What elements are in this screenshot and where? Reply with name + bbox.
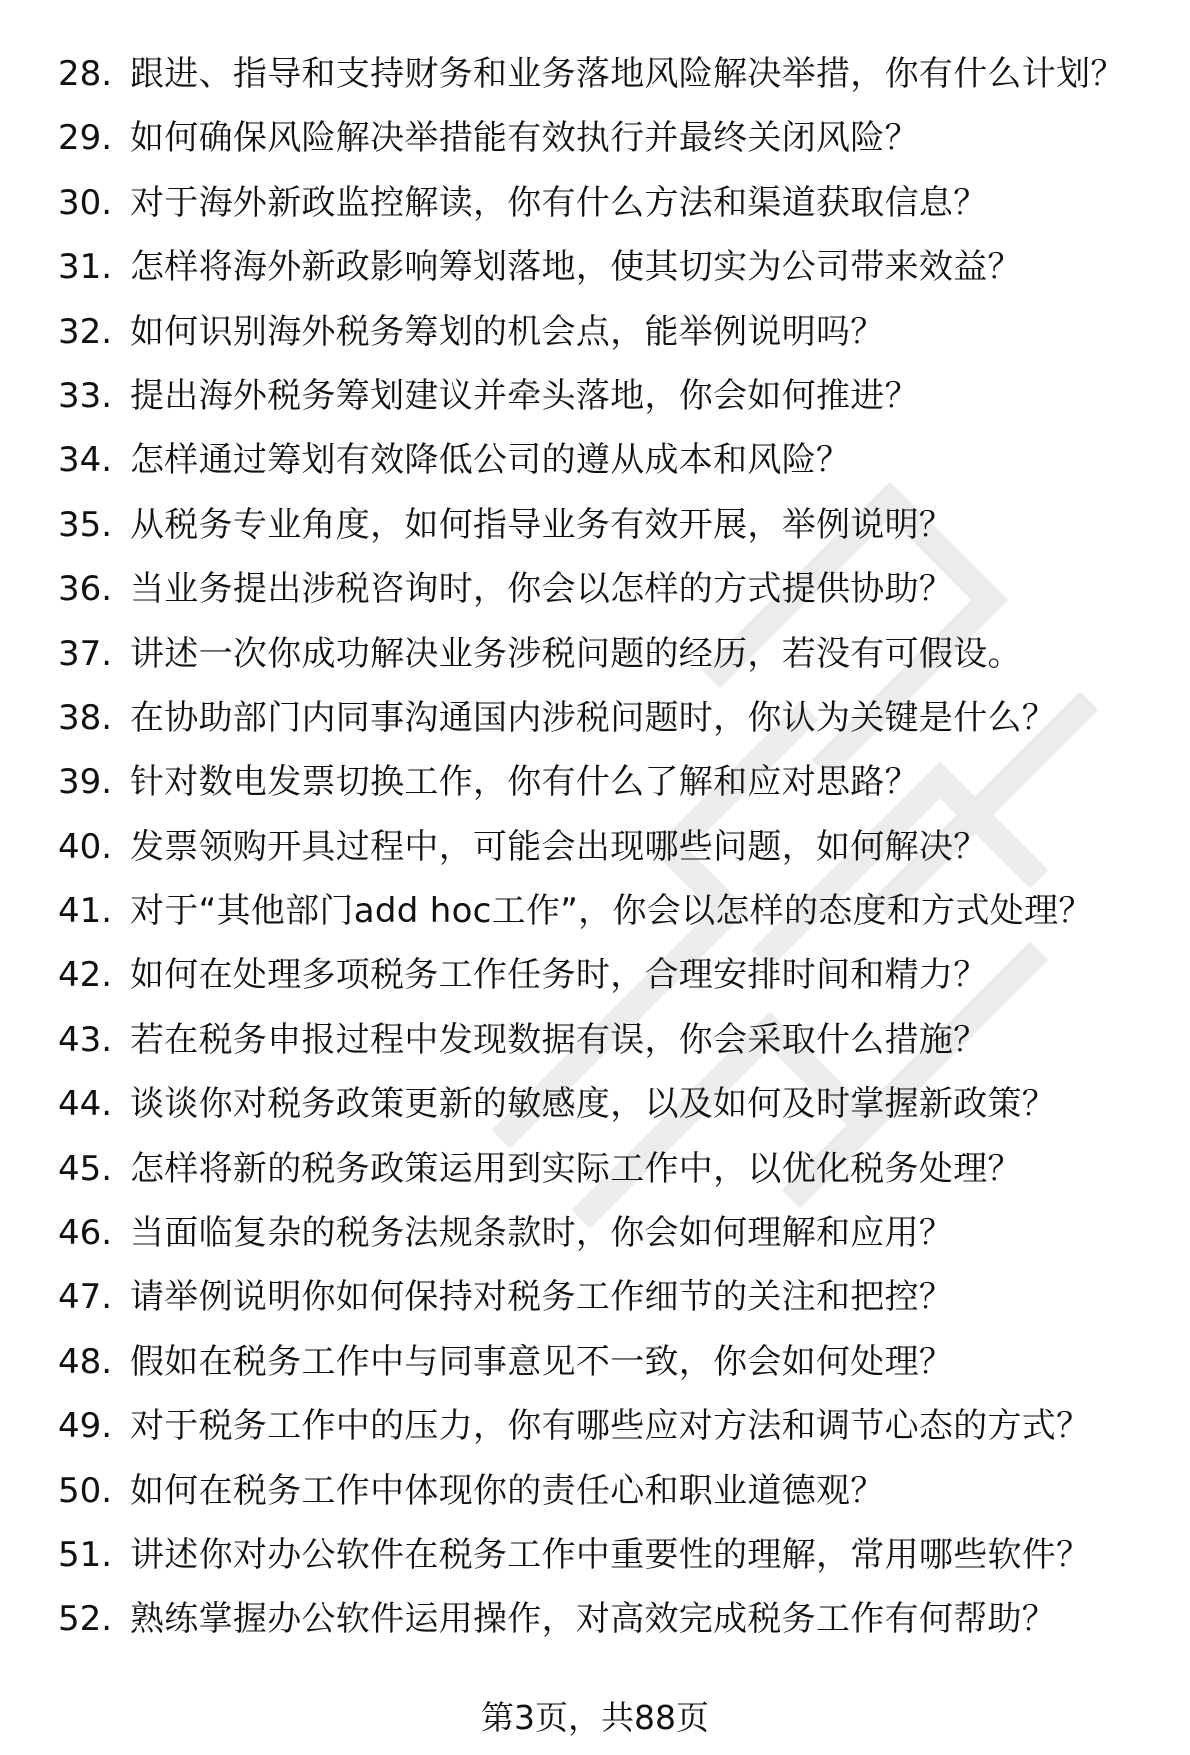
question-text: 怎样将新的税务政策运用到实际工作中，以优化税务处理？ [130,1148,1022,1189]
question-text: 怎样将海外新政影响筹划落地，使其切实为公司带来效益？ [130,247,1022,288]
question-item [58,374,1143,418]
question-number: 41. [58,891,113,932]
question-item [58,181,1143,225]
question-text: 从税务专业角度，如何指导业务有效开展，举例说明？ [130,504,954,545]
question-item [58,1082,1143,1126]
question-number: 51. [58,1534,113,1575]
question-number: 44. [58,1084,113,1125]
question-text: 谈谈你对税务政策更新的敏感度，以及如何及时掌握新政策？ [130,1084,1057,1125]
question-text: 如何在处理多项税务工作任务时，合理安排时间和精力？ [130,955,988,996]
question-item [58,889,1143,933]
question-number: 29. [58,118,113,159]
question-number: 33. [58,375,113,416]
question-text: 讲述你对办公软件在税务工作中重要性的理解，常用哪些软件？ [130,1534,1091,1575]
question-item [58,1147,1143,1191]
question-number: 28. [58,54,113,94]
question-text: 如何识别海外税务筹划的机会点，能举例说明吗？ [130,311,885,352]
question-item [58,52,1143,96]
question-text: 针对数电发票切换工作，你有什么了解和应对思路？ [130,762,919,803]
question-number: 42. [58,955,113,996]
question-text: 对于税务工作中的压力，你有哪些应对方法和调节心态的方式？ [130,1406,1091,1447]
question-number: 32. [58,311,113,352]
question-text: 熟练掌握办公软件运用操作，对高效完成税务工作有何帮助？ [130,1599,1057,1640]
question-number: 34. [58,440,113,481]
question-item [58,116,1143,160]
question-number: 45. [58,1148,113,1189]
question-text: 怎样通过筹划有效降低公司的遵从成本和风险？ [130,440,851,481]
question-number: 30. [58,182,113,223]
question-item [58,760,1143,804]
question-item [58,503,1143,547]
page-number-footer: 第3页，共88页 [481,1698,709,1737]
question-text: 当业务提出涉税咨询时，你会以怎样的方式提供协助？ [130,569,954,610]
question-item [58,245,1143,289]
question-item [58,825,1143,869]
question-text: 在协助部门内同事沟通国内涉税问题时，你认为关键是什么？ [130,697,1057,738]
question-item [58,1404,1143,1448]
question-item [58,1275,1143,1319]
question-text: 对于海外新政监控解读，你有什么方法和渠道获取信息？ [130,182,988,223]
question-number: 38. [58,697,113,738]
question-text: 请举例说明你如何保持对税务工作细节的关注和把控？ [130,1277,954,1318]
question-number: 43. [58,1019,113,1060]
question-text: 如何在税务工作中体现你的责任心和职业道德观？ [130,1470,885,1511]
question-item [58,632,1143,676]
question-number: 35. [58,504,113,545]
question-text: 假如在税务工作中与同事意见不一致，你会如何处理？ [130,1341,954,1382]
question-text: 对于“其他部门add hoc工作”，你会以怎样的态度和方式处理？ [130,891,1093,932]
question-text: 提出海外税务筹划建议并牵头落地，你会如何推进？ [130,375,919,416]
question-item [58,696,1143,740]
question-list [58,52,1143,1662]
question-number: 31. [58,247,113,288]
question-item [58,1340,1143,1384]
question-number: 50. [58,1470,113,1511]
question-number: 40. [58,826,113,867]
question-text: 跟进、指导和支持财务和业务落地风险解决举措，你有什么计划？ [130,54,1125,94]
question-text: 如何确保风险解决举措能有效执行并最终关闭风险？ [130,118,919,159]
question-item [58,1533,1143,1577]
question-number: 47. [58,1277,113,1318]
question-number: 46. [58,1213,113,1254]
question-item [58,310,1143,354]
question-number: 52. [58,1599,113,1640]
question-number: 49. [58,1406,113,1447]
question-item [58,1469,1143,1513]
question-number: 48. [58,1341,113,1382]
question-text: 发票领购开具过程中，可能会出现哪些问题，如何解决？ [130,826,988,867]
question-number: 36. [58,569,113,610]
question-item [58,567,1143,611]
question-number: 37. [58,633,113,674]
question-item [58,1597,1143,1641]
question-item [58,953,1143,997]
question-text: 讲述一次你成功解决业务涉税问题的经历，若没有可假设。 [130,633,1022,674]
question-item [58,438,1143,482]
question-text: 若在税务申报过程中发现数据有误，你会采取什么措施？ [130,1019,988,1060]
question-number: 39. [58,762,113,803]
question-item [58,1018,1143,1062]
question-text: 当面临复杂的税务法规条款时，你会如何理解和应用？ [130,1213,954,1254]
question-item [58,1211,1143,1255]
